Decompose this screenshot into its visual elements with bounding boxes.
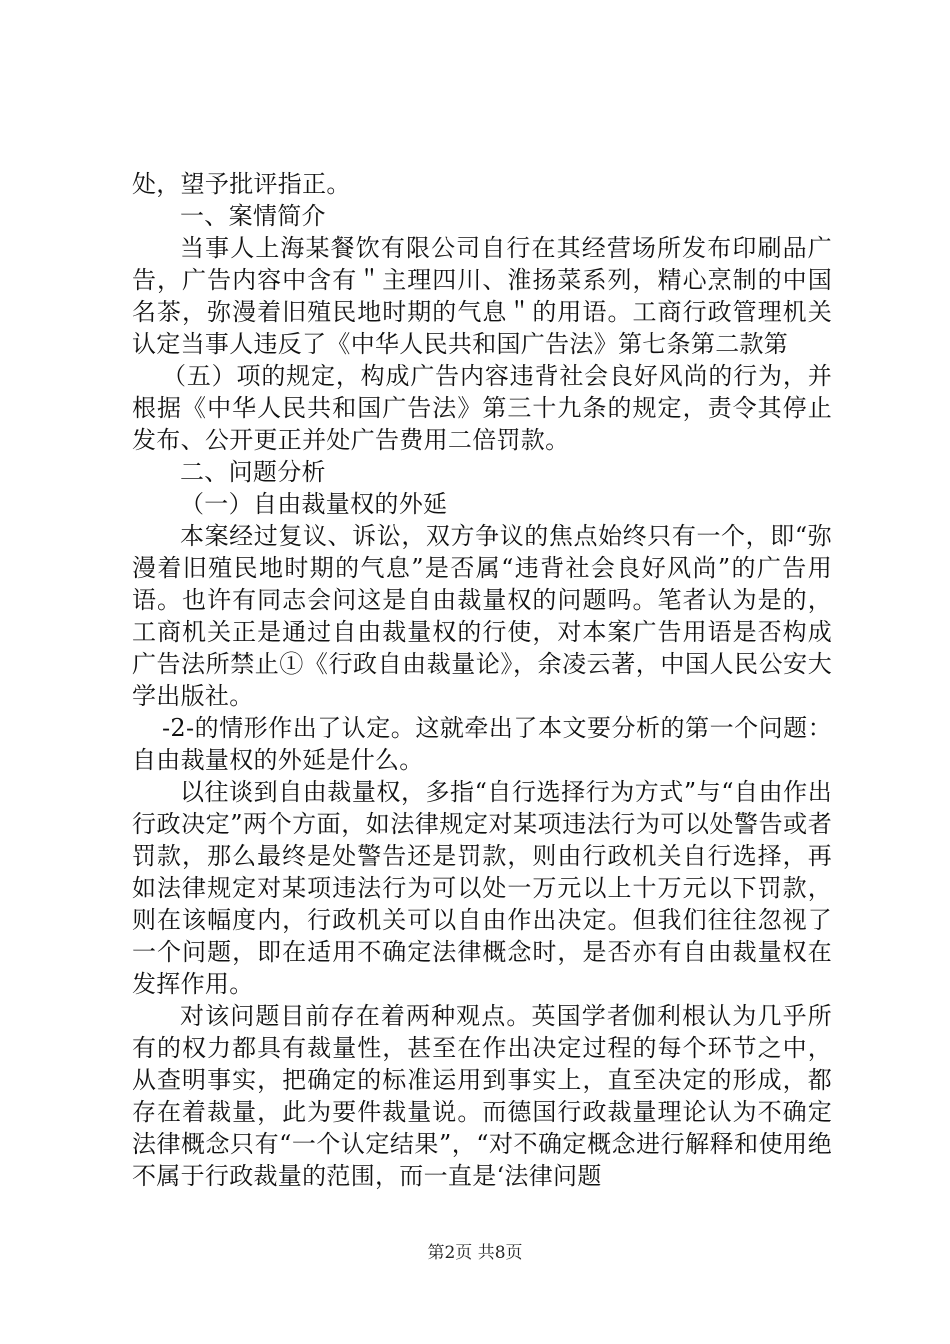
- paragraph-first-question: -2-的情形作出了认定。这就牵出了本文要分析的第一个问题：自由裁量权的外延是什么。: [132, 714, 832, 774]
- section-heading-case-summary: 一、案情简介: [180, 202, 326, 230]
- section-heading-problem-analysis: 二、问题分析: [180, 458, 326, 486]
- paragraph-case-facts: 当事人上海某餐饮有限公司自行在其经营场所发布印刷品广告，广告内容中含有＂主理四川、淮扬菜系列，精心烹制的中国名茶，弥漫着旧殖民地时期的气息＂的用语。工商行政管理机关认定当事人违反了《中华人民共和国广告法》第七条第二款第: [132, 234, 832, 358]
- paragraph-dispute-focus: 本案经过复议、诉讼，双方争议的焦点始终只有一个，即“弥漫着旧殖民地时期的气息”是否属“违背社会良好风尚”的广告用语。也许有同志会问这是自由裁量权的问题吗。笔者认为是的，工商机关正是通过自由裁量权的行使，对本案广告用语是否构成广告法所禁止①《行政自由裁量论》，余凌云著，中国人民公安大学出版社。: [132, 522, 832, 710]
- paragraph-two-views: 对该问题目前存在着两种观点。英国学者伽利根认为几乎所有的权力都具有裁量性，甚至在作出决定过程的每个环节之中，从查明事实，把确定的标准运用到事实上，直至决定的形成，都存在着裁量，此为要件裁量说。而德国行政裁量理论认为不确定法律概念只有“一个认定结果”，“对不确定概念进行解释和使用绝不属于行政裁量的范围，而一直是‘法律问题: [132, 1002, 832, 1190]
- paragraph-discretion-traditional: 以往谈到自由裁量权，多指“自行选择行为方式”与“自由作出行政决定”两个方面，如法律规定对某项违法行为可以处警告或者罚款，那么最终是处警告还是罚款，则由行政机关自行选择，再如法律规定对某项违法行为可以处一万元以上十万元以下罚款，则在该幅度内，行政机关可以自由作出决定。但我们往往忽视了一个问题，即在适用不确定法律概念时，是否亦有自由裁量权在发挥作用。: [132, 778, 832, 998]
- page-number-footer: 第2页 共8页: [427, 1243, 523, 1263]
- subsection-heading-discretion-scope: （一）自由裁量权的外延: [180, 490, 448, 518]
- document-body: [132, 168, 832, 1192]
- paragraph-continuation: 处，望予批评指正。: [132, 170, 351, 198]
- paragraph-case-ruling: （五）项的规定，构成广告内容违背社会良好风尚的行为，并根据《中华人民共和国广告法》第三十九条的规定，责令其停止发布、公开更正并处广告费用二倍罚款。: [132, 362, 832, 454]
